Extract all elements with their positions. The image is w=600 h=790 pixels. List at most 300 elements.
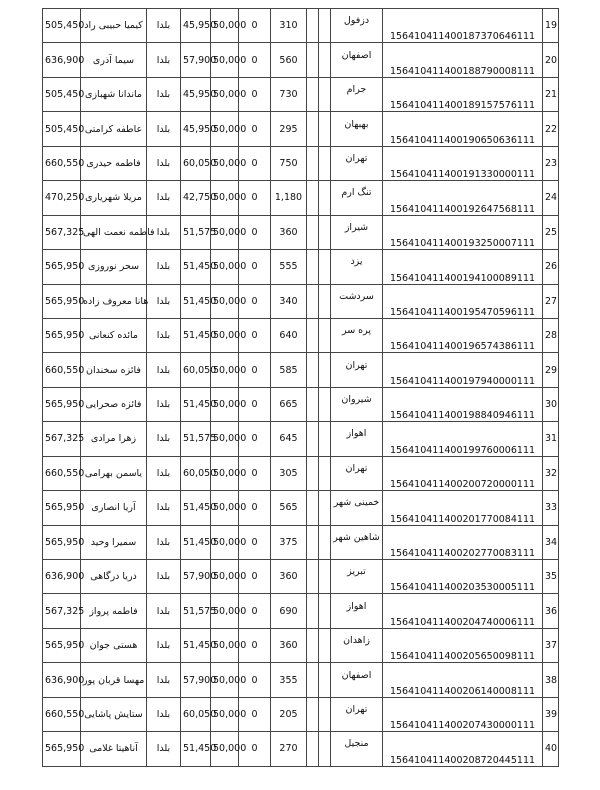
units-cell (271, 697, 307, 731)
region-cell (147, 112, 181, 146)
row-number-cell (543, 491, 559, 525)
units-cell (271, 663, 307, 697)
code-text: 156410411400194100089111 (389, 272, 536, 284)
code-text: 156410411400189157576111 (389, 100, 536, 112)
paid-cell (181, 456, 217, 490)
base-text: 50,000 (213, 640, 247, 652)
city-text: پره سر (341, 325, 372, 337)
code-cell (383, 697, 543, 731)
paid-cell (181, 560, 217, 594)
name-text: فائزه صحرایی (85, 399, 142, 411)
base-cell (211, 491, 247, 525)
table-row (43, 697, 559, 731)
empty-cell (319, 697, 331, 731)
base-text: 50,000 (213, 467, 247, 479)
row-number-cell (543, 525, 559, 559)
zero-text: 0 (251, 640, 258, 652)
base-cell (211, 353, 247, 387)
empty-cell (319, 491, 331, 525)
zero-text: 0 (251, 192, 258, 204)
paid-text: 45,950 (183, 123, 217, 135)
empty-cell (319, 250, 331, 284)
total-cell (43, 422, 85, 456)
units-cell (271, 181, 307, 215)
units-cell (271, 112, 307, 146)
name-cell (81, 422, 147, 456)
paid-text: 42,750 (183, 192, 217, 204)
base-cell (211, 663, 247, 697)
total-cell (43, 284, 85, 318)
paid-cell (181, 77, 217, 111)
base-text: 50,000 (213, 536, 247, 548)
total-cell (43, 594, 85, 628)
name-text: سمیرا وحید (90, 536, 137, 548)
region-cell (147, 697, 181, 731)
name-cell (81, 353, 147, 387)
units-text: 270 (279, 743, 298, 755)
code-cell (383, 422, 543, 456)
paid-text: 51,450 (183, 640, 217, 652)
units-text: 205 (279, 708, 298, 720)
paid-text: 51,450 (183, 536, 217, 548)
total-text: 565,950 (45, 640, 85, 652)
code-cell (383, 77, 543, 111)
units-cell (271, 353, 307, 387)
region-cell (147, 77, 181, 111)
zero-text: 0 (251, 571, 258, 583)
name-text: هانا معروف زاده (83, 295, 149, 307)
units-text: 310 (279, 20, 298, 32)
base-text: 50,000 (213, 743, 247, 755)
units-text: 340 (279, 295, 298, 307)
name-cell (81, 146, 147, 180)
paid-cell (181, 43, 217, 77)
row-number-text: 33 (545, 502, 558, 514)
zero-text: 0 (251, 536, 258, 548)
units-cell (271, 628, 307, 662)
zero-text: 0 (251, 708, 258, 720)
units-cell (271, 560, 307, 594)
units-text: 555 (279, 261, 298, 273)
total-text: 565,950 (45, 295, 85, 307)
total-cell (43, 353, 85, 387)
row-number-cell (543, 387, 559, 421)
table-row (43, 491, 559, 525)
row-number-text: 32 (545, 467, 558, 479)
units-text: 360 (279, 226, 298, 238)
zero-text: 0 (251, 364, 258, 376)
empty-cell (319, 43, 331, 77)
code-text: 156410411400201770084111 (389, 513, 536, 525)
row-number-text: 28 (545, 330, 558, 342)
name-cell (81, 9, 147, 43)
name-cell (81, 697, 147, 731)
paid-cell (181, 9, 217, 43)
empty-cell (319, 456, 331, 490)
base-cell (211, 732, 247, 766)
total-cell (43, 697, 85, 731)
region-cell (147, 43, 181, 77)
code-cell (383, 284, 543, 318)
row-number-text: 27 (545, 295, 558, 307)
units-text: 750 (279, 157, 298, 169)
empty-cell (319, 318, 331, 352)
city-cell (331, 112, 383, 146)
name-cell (81, 77, 147, 111)
region-text: بلدا (156, 433, 171, 445)
paid-text: 60,050 (183, 364, 217, 376)
city-text: جرام (346, 84, 367, 96)
empty-cell (319, 387, 331, 421)
zero-text: 0 (251, 295, 258, 307)
row-number-cell (543, 284, 559, 318)
empty-cell (319, 732, 331, 766)
code-text: 156410411400192647568111 (389, 203, 536, 215)
empty-cell (319, 525, 331, 559)
paid-text: 45,950 (183, 20, 217, 32)
paid-cell (181, 250, 217, 284)
units-cell (271, 732, 307, 766)
zero-text: 0 (251, 330, 258, 342)
city-text: اهواز (346, 600, 367, 612)
table-row (43, 146, 559, 180)
city-cell (331, 732, 383, 766)
empty-cell (307, 697, 319, 731)
region-text: بلدا (156, 743, 171, 755)
units-cell (271, 146, 307, 180)
total-text: 567,325 (45, 433, 85, 445)
empty-cell (319, 215, 331, 249)
total-cell (43, 732, 85, 766)
base-text: 50,000 (213, 330, 247, 342)
empty-cell (319, 112, 331, 146)
row-number-cell (543, 422, 559, 456)
row-number-text: 30 (545, 399, 558, 411)
row-number-text: 23 (545, 157, 558, 169)
city-cell (331, 215, 383, 249)
total-cell (43, 146, 85, 180)
code-cell (383, 628, 543, 662)
base-cell (211, 697, 247, 731)
region-text: بلدا (156, 674, 171, 686)
region-cell (147, 560, 181, 594)
zero-text: 0 (251, 605, 258, 617)
city-text: تهران (345, 462, 368, 474)
base-text: 50,000 (213, 605, 247, 617)
base-text: 50,000 (213, 364, 247, 376)
code-text: 156410411400208720445111 (389, 754, 536, 766)
paid-text: 51,450 (183, 502, 217, 514)
units-cell (271, 491, 307, 525)
base-cell (211, 181, 247, 215)
total-cell (43, 215, 85, 249)
row-number-text: 34 (545, 536, 558, 548)
city-cell (331, 43, 383, 77)
code-cell (383, 560, 543, 594)
code-text: 156410411400196574386111 (389, 341, 536, 353)
city-cell (331, 77, 383, 111)
region-text: بلدا (156, 157, 171, 169)
total-text: 505,450 (45, 123, 85, 135)
row-number-cell (543, 353, 559, 387)
code-cell (383, 43, 543, 77)
table-row (43, 353, 559, 387)
city-cell (331, 594, 383, 628)
total-cell (43, 318, 85, 352)
total-cell (43, 663, 85, 697)
total-text: 567,325 (45, 605, 85, 617)
empty-cell (307, 456, 319, 490)
total-cell (43, 387, 85, 421)
table-row (43, 77, 559, 111)
region-cell (147, 732, 181, 766)
city-cell (331, 318, 383, 352)
name-cell (81, 43, 147, 77)
paid-cell (181, 525, 217, 559)
empty-cell (307, 594, 319, 628)
region-text: بلدا (156, 330, 171, 342)
region-cell (147, 387, 181, 421)
zero-text: 0 (251, 20, 258, 32)
table-row (43, 456, 559, 490)
region-text: بلدا (156, 502, 171, 514)
units-cell (271, 9, 307, 43)
base-cell (211, 387, 247, 421)
name-cell (81, 284, 147, 318)
city-text: تنگ ارم (341, 187, 372, 199)
total-cell (43, 9, 85, 43)
row-number-text: 24 (545, 192, 558, 204)
region-text: بلدا (156, 192, 171, 204)
region-text: بلدا (156, 536, 171, 548)
city-text: منجیل (344, 738, 369, 750)
empty-cell (319, 9, 331, 43)
name-text: مائده کنعانی (88, 330, 139, 342)
total-cell (43, 181, 85, 215)
units-text: 355 (279, 674, 298, 686)
total-text: 660,550 (45, 708, 85, 720)
code-text: 156410411400187370646111 (389, 31, 536, 43)
city-cell (331, 456, 383, 490)
base-cell (211, 43, 247, 77)
total-cell (43, 43, 85, 77)
paid-text: 60,050 (183, 467, 217, 479)
row-number-cell (543, 112, 559, 146)
city-cell (331, 628, 383, 662)
total-text: 636,900 (45, 674, 85, 686)
units-cell (271, 525, 307, 559)
base-text: 50,000 (213, 399, 247, 411)
total-cell (43, 525, 85, 559)
empty-cell (307, 215, 319, 249)
city-text: خمینی شهر (333, 497, 380, 509)
name-text: آناهیتا غلامی (89, 743, 138, 755)
units-text: 565 (279, 502, 298, 514)
city-text: دزفول (343, 15, 370, 27)
units-text: 665 (279, 399, 298, 411)
empty-cell (307, 43, 319, 77)
name-text: سیما آذری (92, 54, 135, 66)
table-row (43, 284, 559, 318)
code-text: 156410411400207430000111 (389, 720, 536, 732)
code-text: 156410411400204740006111 (389, 616, 536, 628)
name-text: دریا درگاهی (90, 571, 137, 583)
row-number-text: 36 (545, 605, 558, 617)
units-cell (271, 215, 307, 249)
base-cell (211, 215, 247, 249)
total-text: 505,450 (45, 20, 85, 32)
city-text: تهران (345, 152, 368, 164)
city-cell (331, 181, 383, 215)
code-text: 156410411400202770083111 (389, 548, 536, 559)
row-number-cell (543, 215, 559, 249)
base-text: 50,000 (213, 502, 247, 514)
name-cell (81, 318, 147, 352)
code-cell (383, 9, 543, 43)
zero-text: 0 (251, 743, 258, 755)
name-cell (81, 732, 147, 766)
base-text: 50,000 (213, 157, 247, 169)
paid-cell (181, 215, 217, 249)
region-cell (147, 663, 181, 697)
region-text: بلدا (156, 467, 171, 479)
row-number-text: 25 (545, 226, 558, 238)
zero-text: 0 (251, 261, 258, 273)
empty-cell (307, 318, 319, 352)
region-text: بلدا (156, 571, 171, 583)
name-text: ماندانا شهبازی (85, 89, 142, 101)
code-cell (383, 387, 543, 421)
name-text: فاطمه پرواز (89, 605, 138, 617)
code-cell (383, 146, 543, 180)
base-cell (211, 9, 247, 43)
empty-cell (319, 663, 331, 697)
empty-cell (307, 353, 319, 387)
table-row (43, 628, 559, 662)
name-cell (81, 560, 147, 594)
empty-cell (319, 146, 331, 180)
row-number-cell (543, 560, 559, 594)
name-text: فاطمه حیدری (86, 157, 141, 169)
total-cell (43, 491, 85, 525)
region-cell (147, 456, 181, 490)
name-text: هستی جوان (89, 640, 138, 652)
table-row (43, 9, 559, 43)
base-cell (211, 422, 247, 456)
paid-cell (181, 491, 217, 525)
paid-cell (181, 353, 217, 387)
table-row (43, 112, 559, 146)
city-cell (331, 387, 383, 421)
region-text: بلدا (156, 399, 171, 411)
records-table-body (43, 9, 559, 767)
code-text: 156410411400198840946111 (389, 410, 536, 422)
empty-cell (307, 422, 319, 456)
zero-text: 0 (251, 123, 258, 135)
total-text: 567,325 (45, 226, 85, 238)
empty-cell (307, 181, 319, 215)
region-cell (147, 353, 181, 387)
empty-cell (319, 77, 331, 111)
region-text: بلدا (156, 226, 171, 238)
table-row (43, 387, 559, 421)
city-text: تهران (345, 359, 368, 371)
base-text: 50,000 (213, 708, 247, 720)
row-number-text: 40 (545, 743, 558, 755)
table-row (43, 318, 559, 352)
region-text: بلدا (156, 364, 171, 376)
empty-cell (319, 181, 331, 215)
empty-cell (319, 560, 331, 594)
paid-cell (181, 318, 217, 352)
units-text: 690 (279, 605, 298, 617)
region-cell (147, 422, 181, 456)
code-cell (383, 318, 543, 352)
region-cell (147, 628, 181, 662)
city-cell (331, 146, 383, 180)
paid-text: 60,050 (183, 157, 217, 169)
total-text: 660,550 (45, 157, 85, 169)
base-text: 50,000 (213, 123, 247, 135)
total-text: 636,900 (45, 571, 85, 583)
table-row (43, 422, 559, 456)
row-number-text: 35 (545, 571, 558, 583)
paid-cell (181, 422, 217, 456)
total-text: 660,550 (45, 364, 85, 376)
units-text: 305 (279, 467, 298, 479)
region-text: بلدا (156, 261, 171, 273)
code-text: 156410411400200720000111 (389, 479, 536, 491)
region-cell (147, 284, 181, 318)
row-number-text: 31 (545, 433, 558, 445)
empty-cell (307, 491, 319, 525)
units-cell (271, 387, 307, 421)
region-text: بلدا (156, 123, 171, 135)
empty-cell (319, 353, 331, 387)
row-number-cell (543, 732, 559, 766)
row-number-text: 26 (545, 261, 558, 273)
name-text: مریلا شهریاری (85, 192, 142, 204)
zero-text: 0 (251, 502, 258, 514)
units-cell (271, 250, 307, 284)
zero-text: 0 (251, 433, 258, 445)
total-text: 470,250 (45, 192, 85, 204)
units-text: 360 (279, 640, 298, 652)
units-cell (271, 456, 307, 490)
table-row (43, 181, 559, 215)
zero-text: 0 (251, 399, 258, 411)
table-row (43, 663, 559, 697)
code-cell (383, 456, 543, 490)
name-cell (81, 215, 155, 249)
name-cell (81, 181, 147, 215)
units-cell (271, 43, 307, 77)
paid-text: 51,575 (183, 605, 217, 617)
code-cell (383, 353, 543, 387)
empty-cell (307, 146, 319, 180)
base-text: 50,000 (213, 674, 247, 686)
name-cell (81, 525, 147, 559)
name-text: سحر نوروزی (87, 261, 140, 273)
row-number-text: 19 (545, 20, 558, 32)
units-text: 645 (279, 433, 298, 445)
base-cell (211, 250, 247, 284)
region-cell (147, 525, 181, 559)
paid-text: 51,450 (183, 330, 217, 342)
empty-cell (307, 77, 319, 111)
units-text: 585 (279, 364, 298, 376)
name-text: آریا انصاری (91, 502, 136, 514)
